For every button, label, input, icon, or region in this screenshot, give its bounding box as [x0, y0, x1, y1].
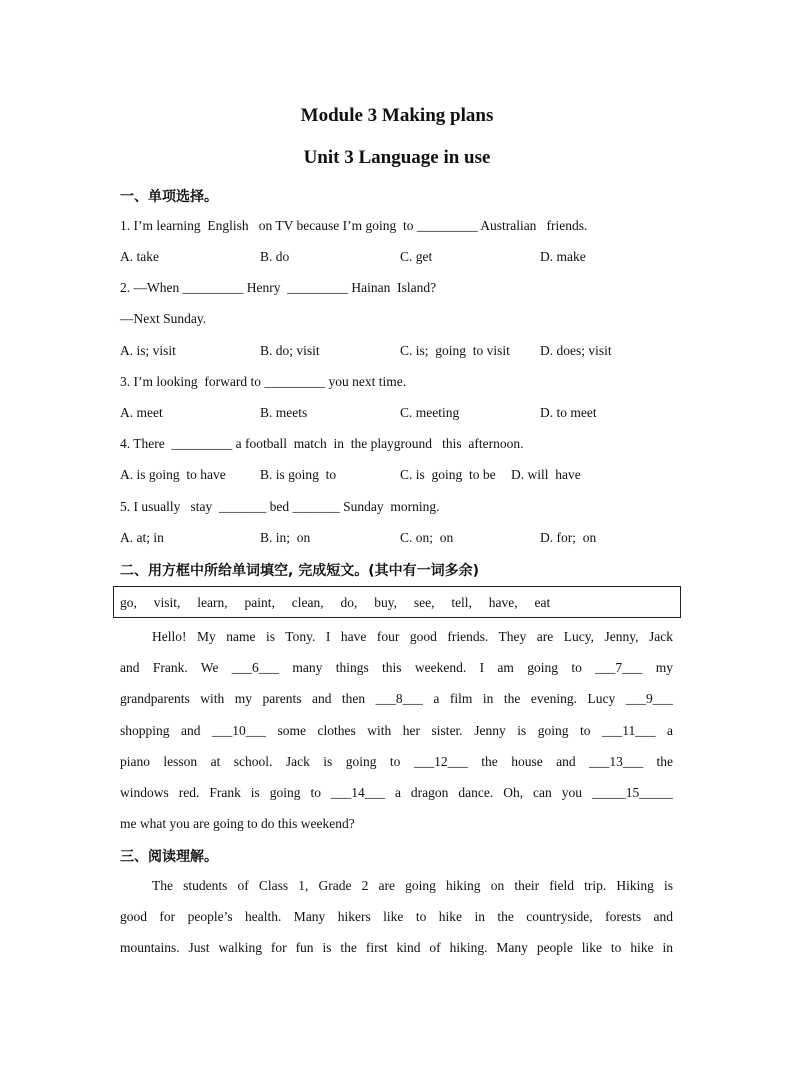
q2-answer-line: —Next Sunday. [120, 311, 207, 326]
q4-option-b: B. is going to [260, 467, 337, 482]
q3-stem: 3. I’m looking forward to _________ you next time. [120, 374, 407, 389]
section1-heading: 一、单项选择。 [120, 189, 218, 205]
section3-passage [120, 870, 673, 964]
q5-option-c: C. on; on [400, 530, 454, 545]
q1-option-d: D. make [540, 249, 586, 264]
q2-option-c: C. is; going to visit [400, 343, 510, 358]
q1-option-c: C. get [400, 249, 433, 264]
section2-heading: 二、用方框中所给单词填空, 完成短文。(其中有一词多余) [120, 563, 479, 579]
q2-option-a: A. is; visit [120, 343, 176, 358]
q5-option-d: D. for; on [540, 530, 597, 545]
passage-line: and Frank. We ___6___ many things this weekend. I am going to ___7___ my [120, 660, 673, 676]
q3-option-c: C. meeting [400, 405, 460, 420]
passage-line: piano lesson at school. Jack is going to ___12___ the house and ___13___ the [120, 753, 673, 769]
word-bank-list: go, visit, learn, paint, clean, do, buy, see, tell, have, eat [120, 595, 551, 610]
section3-heading: 三、阅读理解。 [120, 849, 218, 865]
q4-option-a: A. is going to have [120, 467, 226, 482]
q1-stem: 1. I’m learning English on TV because I’m going to _________ Australian friends. [120, 218, 588, 233]
passage-line: grandparents with my parents and then ___8___ a film in the evening. Lucy ___9___ [120, 691, 673, 707]
passage-line: windows red. Frank is going to ___14___ a dragon dance. Oh, can you _____15_____ [120, 784, 673, 800]
q5-option-a: A. at; in [120, 530, 164, 545]
q4-stem: 4. There _________ a football match in the playground this afternoon. [120, 436, 524, 451]
q2-stem: 2. —When _________ Henry _________ Hainan Island? [120, 280, 437, 295]
reading-line: mountains. Just walking for fun is the first kind of hiking. Many people like to hike in [120, 940, 673, 956]
module-title: Module 3 Making plans [300, 105, 494, 126]
passage-line: shopping and ___10___ some clothes with her sister. Jenny is going to ___11___ a [120, 722, 673, 738]
q3-option-b: B. meets [260, 405, 308, 420]
reading-line: good for people’s health. Many hikers like to hike in the countryside, forests and [120, 909, 673, 925]
q2-option-b: B. do; visit [260, 343, 320, 358]
q1-option-a: A. take [120, 249, 159, 264]
passage-line: me what you are going to do this weekend? [120, 816, 355, 832]
q1-option-b: B. do [260, 249, 290, 264]
word-bank-box [113, 586, 681, 618]
q5-option-b: B. in; on [260, 530, 311, 545]
q2-option-d: D. does; visit [540, 343, 612, 358]
q4-option-c: C. is going to be [400, 467, 496, 482]
q3-option-a: A. meet [120, 405, 163, 420]
q5-stem: 5. I usually stay _______ bed _______ Sunday morning. [120, 499, 440, 514]
q3-option-d: D. to meet [540, 405, 597, 420]
q4-option-d: D. will have [511, 467, 581, 482]
section2-passage [120, 621, 673, 839]
unit-title: Unit 3 Language in use [303, 147, 491, 168]
reading-line: The students of Class 1, Grade 2 are going hiking on their field trip. Hiking is [152, 878, 673, 893]
passage-line: Hello! My name is Tony. I have four good friends. They are Lucy, Jenny, Jack [152, 629, 673, 644]
